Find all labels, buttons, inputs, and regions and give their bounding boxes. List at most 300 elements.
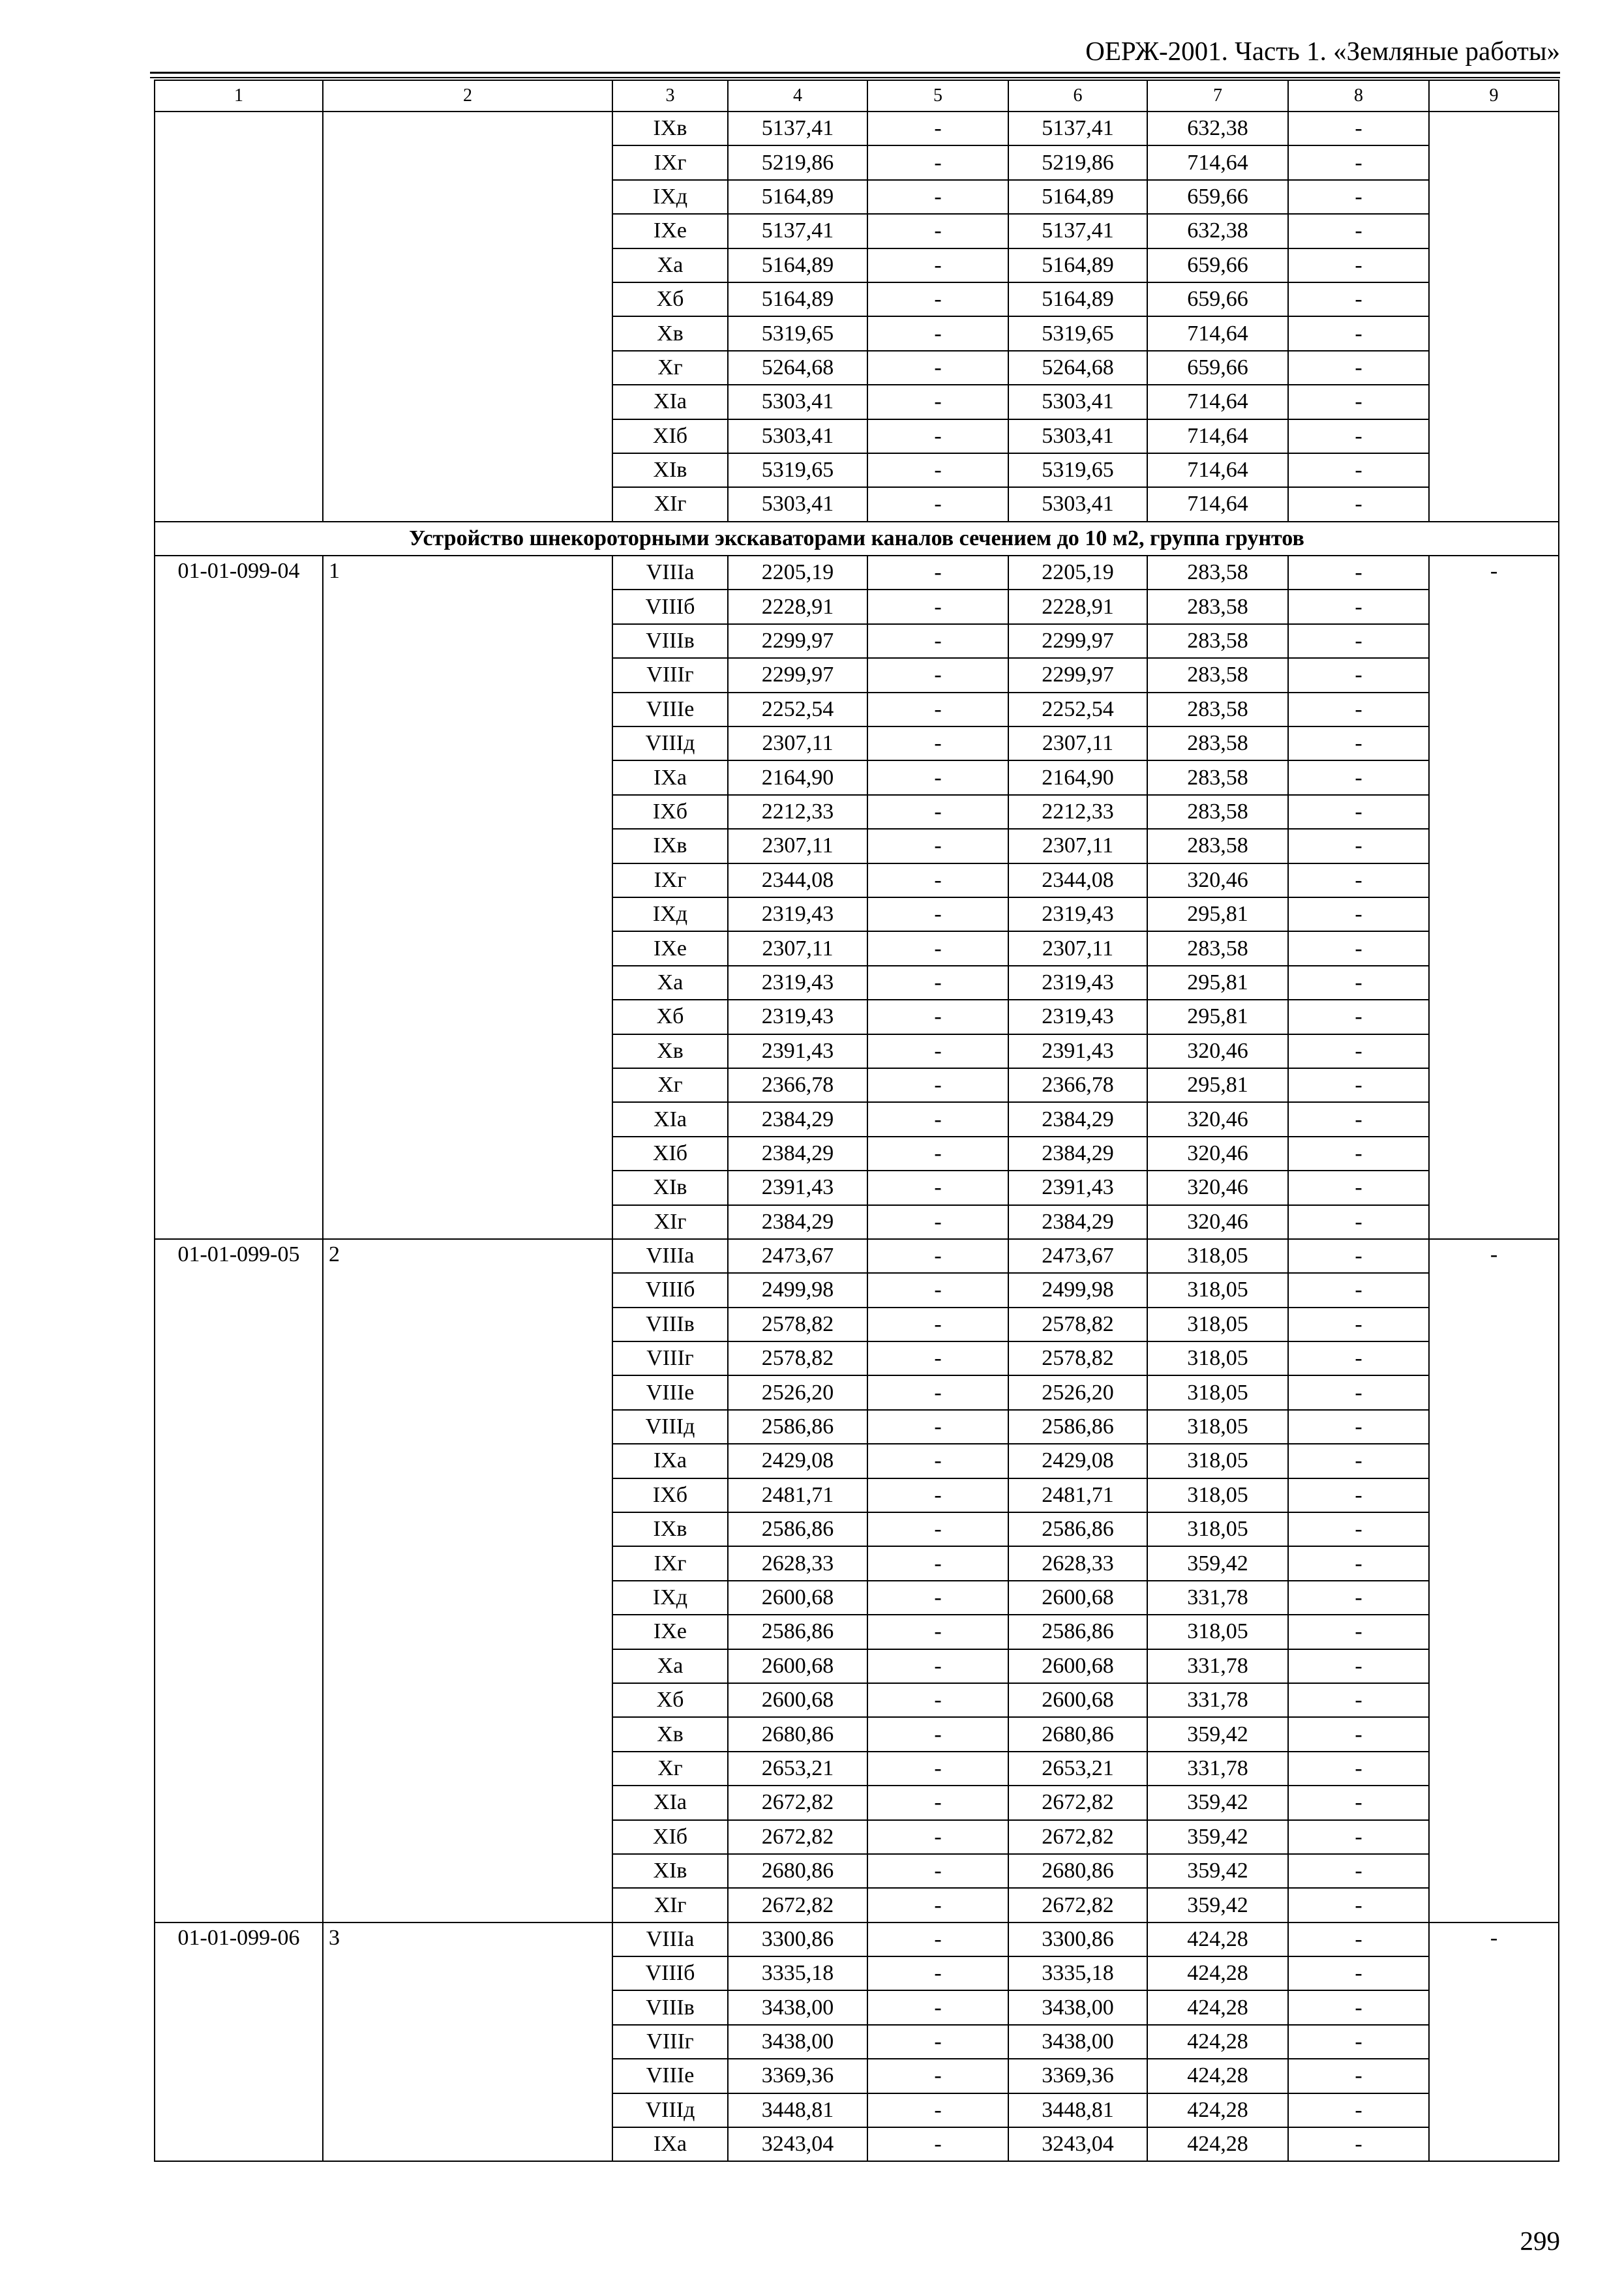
table-cell: 5164,89 — [728, 282, 867, 316]
table-cell: 2481,71 — [728, 1478, 867, 1512]
table-cell: 5303,41 — [728, 487, 867, 521]
table-cell: - — [867, 795, 1008, 829]
soil-group-cell: 3 — [323, 1922, 612, 2162]
table-cell: - — [867, 1308, 1008, 1341]
table-cell: Xа — [612, 966, 728, 1000]
table-cell: - — [867, 863, 1008, 897]
table-cell: - — [867, 316, 1008, 350]
table-cell: 2653,21 — [728, 1752, 867, 1786]
table-cell: - — [867, 1854, 1008, 1888]
table-cell: 2586,86 — [728, 1512, 867, 1546]
table-cell: 3448,81 — [728, 2093, 867, 2127]
table-cell: VIIIа — [612, 556, 728, 590]
table-cell: - — [1288, 419, 1429, 453]
table-cell: 318,05 — [1147, 1239, 1288, 1273]
table-cell: 2653,21 — [1008, 1752, 1147, 1786]
table-cell: 2578,82 — [1008, 1341, 1147, 1375]
column-number: 9 — [1429, 80, 1559, 112]
table-cell: 2473,67 — [728, 1239, 867, 1273]
header-rule-thin — [150, 77, 1560, 78]
table-cell: 359,42 — [1147, 1546, 1288, 1580]
table-cell: VIIIб — [612, 1273, 728, 1307]
table-cell: 5319,65 — [728, 316, 867, 350]
table-cell: 2586,86 — [728, 1615, 867, 1649]
table-cell: - — [1288, 1341, 1429, 1375]
table-cell: 5303,41 — [1008, 385, 1147, 419]
table-cell: 2680,86 — [1008, 1717, 1147, 1751]
table-cell: 359,42 — [1147, 1854, 1288, 1888]
column-number: 1 — [155, 80, 323, 112]
table-cell: - — [867, 1341, 1008, 1375]
table-cell: 5303,41 — [1008, 487, 1147, 521]
table-cell: 2319,43 — [728, 897, 867, 931]
table-cell: 318,05 — [1147, 1444, 1288, 1478]
col9-cell: - — [1429, 556, 1559, 1239]
table-cell: 2212,33 — [728, 795, 867, 829]
price-table — [154, 80, 1559, 2162]
table-cell: - — [1288, 1239, 1429, 1273]
table-cell: 2228,91 — [1008, 590, 1147, 623]
table-cell: Xв — [612, 1034, 728, 1068]
table-cell: - — [1288, 1820, 1429, 1854]
table-cell: VIIIд — [612, 726, 728, 760]
table-cell: 714,64 — [1147, 145, 1288, 179]
table-cell: Xа — [612, 248, 728, 282]
table-cell: - — [1288, 1649, 1429, 1683]
table-cell: - — [1288, 1478, 1429, 1512]
table-cell: - — [1288, 351, 1429, 385]
table-cell: IXв — [612, 829, 728, 863]
table-cell: - — [867, 351, 1008, 385]
table-cell: 2366,78 — [728, 1068, 867, 1102]
table-cell: - — [1288, 1854, 1429, 1888]
table-cell: XIа — [612, 1102, 728, 1136]
table-cell: 2307,11 — [728, 931, 867, 965]
table-cell: - — [867, 897, 1008, 931]
table-cell: - — [867, 282, 1008, 316]
table-cell: 2307,11 — [728, 726, 867, 760]
table-cell: - — [1288, 1034, 1429, 1068]
table-cell: - — [1288, 1308, 1429, 1341]
table-cell: - — [867, 1410, 1008, 1444]
table-cell: 5137,41 — [1008, 112, 1147, 145]
table-cell: IXе — [612, 931, 728, 965]
table-cell: - — [1288, 180, 1429, 214]
column-number: 3 — [612, 80, 728, 112]
table-cell: - — [867, 214, 1008, 248]
table-cell: XIв — [612, 1171, 728, 1204]
table-cell: 2586,86 — [1008, 1512, 1147, 1546]
table-cell: 2299,97 — [728, 658, 867, 692]
table-cell: - — [867, 931, 1008, 965]
table-cell: 5319,65 — [1008, 453, 1147, 487]
table-cell: - — [1288, 1375, 1429, 1409]
table-cell: Xг — [612, 1068, 728, 1102]
table-cell: 424,28 — [1147, 2059, 1288, 2093]
table-cell: - — [867, 658, 1008, 692]
table-cell: 331,78 — [1147, 1649, 1288, 1683]
table-cell: 5264,68 — [728, 351, 867, 385]
table-cell: - — [867, 180, 1008, 214]
table-row — [155, 1239, 1559, 1273]
table-cell: 2299,97 — [1008, 658, 1147, 692]
table-cell: 2384,29 — [1008, 1102, 1147, 1136]
table-cell: 2680,86 — [728, 1854, 867, 1888]
table-cell: - — [867, 1922, 1008, 1956]
table-cell: 2344,08 — [728, 863, 867, 897]
table-cell: - — [867, 1956, 1008, 1990]
table-cell: 2672,82 — [728, 1888, 867, 1922]
table-cell: - — [867, 2127, 1008, 2161]
table-cell: 283,58 — [1147, 829, 1288, 863]
table-cell: - — [867, 1205, 1008, 1239]
table-cell: - — [867, 966, 1008, 1000]
table-cell: 2366,78 — [1008, 1068, 1147, 1102]
table-cell: 3243,04 — [728, 2127, 867, 2161]
table-cell: 2384,29 — [1008, 1205, 1147, 1239]
table-cell: 2586,86 — [728, 1410, 867, 1444]
table-cell: - — [1288, 1888, 1429, 1922]
table-cell: 2391,43 — [728, 1034, 867, 1068]
table-cell: IXв — [612, 1512, 728, 1546]
table-cell: 2319,43 — [1008, 966, 1147, 1000]
table-cell: 3438,00 — [1008, 1990, 1147, 2024]
table-cell: 5264,68 — [1008, 351, 1147, 385]
table-cell: - — [1288, 1581, 1429, 1615]
table-cell: IXв — [612, 112, 728, 145]
section-row — [155, 522, 1559, 556]
table-cell: XIб — [612, 419, 728, 453]
table-cell: Xг — [612, 1752, 728, 1786]
table-cell: 2384,29 — [728, 1102, 867, 1136]
table-cell: 3335,18 — [728, 1956, 867, 1990]
column-number: 4 — [728, 80, 867, 112]
table-cell: IXб — [612, 1478, 728, 1512]
rate-code-cell: 01-01-099-04 — [155, 556, 323, 1239]
table-cell: - — [1288, 556, 1429, 590]
table-cell: - — [867, 726, 1008, 760]
table-cell: XIв — [612, 1854, 728, 1888]
table-cell: 3300,86 — [1008, 1922, 1147, 1956]
table-cell: 295,81 — [1147, 966, 1288, 1000]
table-cell: 318,05 — [1147, 1341, 1288, 1375]
table-cell: - — [867, 145, 1008, 179]
table-cell: 5319,65 — [1008, 316, 1147, 350]
table-cell: - — [1288, 897, 1429, 931]
table-cell: - — [1288, 112, 1429, 145]
table-cell: VIIIд — [612, 2093, 728, 2127]
table-cell: 714,64 — [1147, 419, 1288, 453]
table-cell: - — [1288, 1137, 1429, 1171]
table-cell: VIIIа — [612, 1239, 728, 1273]
table-cell: - — [867, 624, 1008, 658]
table-cell: IXг — [612, 1546, 728, 1580]
table-cell: 320,46 — [1147, 1102, 1288, 1136]
table-cell: - — [1288, 282, 1429, 316]
table-cell: - — [867, 1171, 1008, 1204]
soil-group-cell: 2 — [323, 1239, 612, 1922]
table-cell: 318,05 — [1147, 1375, 1288, 1409]
table-cell: - — [867, 1717, 1008, 1751]
table-row — [155, 112, 1559, 145]
table-cell: - — [867, 385, 1008, 419]
table-cell: 2391,43 — [728, 1171, 867, 1204]
table-cell: 3369,36 — [728, 2059, 867, 2093]
table-cell: 2384,29 — [728, 1137, 867, 1171]
header-rule — [150, 72, 1560, 74]
table-cell: 2252,54 — [1008, 693, 1147, 726]
table-cell: 2628,33 — [1008, 1546, 1147, 1580]
table-cell: Xа — [612, 1649, 728, 1683]
table-cell: VIIIб — [612, 590, 728, 623]
table-cell: IXд — [612, 1581, 728, 1615]
table-cell: - — [1288, 1615, 1429, 1649]
table-cell: 2164,90 — [728, 760, 867, 794]
table-cell: - — [867, 1683, 1008, 1717]
table-cell: 2252,54 — [728, 693, 867, 726]
table-cell: - — [1288, 248, 1429, 282]
table-cell: 2672,82 — [1008, 1820, 1147, 1854]
table-cell: Xб — [612, 1683, 728, 1717]
table-cell: 2600,68 — [728, 1581, 867, 1615]
table-cell: 331,78 — [1147, 1752, 1288, 1786]
table-cell: 2628,33 — [728, 1546, 867, 1580]
table-cell: 318,05 — [1147, 1478, 1288, 1512]
table-cell: VIIIг — [612, 658, 728, 692]
table-cell: 2307,11 — [728, 829, 867, 863]
table-cell: 320,46 — [1147, 1034, 1288, 1068]
table-cell: 5137,41 — [1008, 214, 1147, 248]
table-cell: 318,05 — [1147, 1512, 1288, 1546]
table-cell: 424,28 — [1147, 2093, 1288, 2127]
table-cell: - — [867, 1375, 1008, 1409]
table-cell: 359,42 — [1147, 1888, 1288, 1922]
table-cell: XIб — [612, 1137, 728, 1171]
table-cell: 714,64 — [1147, 385, 1288, 419]
table-cell: 714,64 — [1147, 487, 1288, 521]
soil-group-cell: 1 — [323, 556, 612, 1239]
table-cell: 2307,11 — [1008, 829, 1147, 863]
table-cell: 659,66 — [1147, 248, 1288, 282]
table-cell: 714,64 — [1147, 453, 1288, 487]
col9-cell: - — [1429, 1922, 1559, 2162]
table-cell: IXе — [612, 214, 728, 248]
table-cell: 2307,11 — [1008, 931, 1147, 965]
table-cell: 5303,41 — [728, 419, 867, 453]
table-cell: 295,81 — [1147, 1068, 1288, 1102]
table-cell: 2600,68 — [1008, 1581, 1147, 1615]
table-cell: Xв — [612, 1717, 728, 1751]
table-cell: 318,05 — [1147, 1615, 1288, 1649]
table-cell: - — [1288, 385, 1429, 419]
table-cell: - — [1288, 2093, 1429, 2127]
table-cell: 2429,08 — [1008, 1444, 1147, 1478]
table-cell: 659,66 — [1147, 351, 1288, 385]
table-cell: 5319,65 — [728, 453, 867, 487]
table-cell: 5303,41 — [728, 385, 867, 419]
table-cell: 2672,82 — [1008, 1888, 1147, 1922]
table-cell: 2299,97 — [728, 624, 867, 658]
table-cell: XIа — [612, 385, 728, 419]
table-cell: 2391,43 — [1008, 1034, 1147, 1068]
table-cell: - — [867, 1444, 1008, 1478]
table-cell: 320,46 — [1147, 1137, 1288, 1171]
table-cell: XIг — [612, 1205, 728, 1239]
table-cell: - — [867, 487, 1008, 521]
table-cell: IXа — [612, 2127, 728, 2161]
table-cell: XIг — [612, 1888, 728, 1922]
table-cell: 283,58 — [1147, 658, 1288, 692]
table-cell: 331,78 — [1147, 1581, 1288, 1615]
table-cell: - — [867, 1990, 1008, 2024]
table-cell: - — [1288, 1273, 1429, 1307]
table-cell: - — [1288, 1068, 1429, 1102]
table-cell: - — [1288, 829, 1429, 863]
table-cell: 2680,86 — [728, 1717, 867, 1751]
table-cell: - — [867, 590, 1008, 623]
table-cell: 2319,43 — [728, 1000, 867, 1034]
column-number: 5 — [867, 80, 1008, 112]
rate-code-cell — [155, 112, 323, 522]
table-cell: 5219,86 — [1008, 145, 1147, 179]
table-cell: - — [1288, 1786, 1429, 1819]
table-cell: VIIIв — [612, 1990, 728, 2024]
table-cell: - — [1288, 2025, 1429, 2059]
table-cell: 320,46 — [1147, 1171, 1288, 1204]
table-cell: - — [867, 1752, 1008, 1786]
table-cell: - — [1288, 1444, 1429, 1478]
table-cell: 2600,68 — [728, 1683, 867, 1717]
table-cell: - — [1288, 863, 1429, 897]
table-cell: - — [1288, 1683, 1429, 1717]
table-cell: 2228,91 — [728, 590, 867, 623]
table-cell: 2319,43 — [1008, 1000, 1147, 1034]
table-cell: - — [867, 1102, 1008, 1136]
col9-cell — [1429, 112, 1559, 522]
table-cell: 2578,82 — [728, 1308, 867, 1341]
table-cell: - — [867, 419, 1008, 453]
col9-cell: - — [1429, 1239, 1559, 1922]
table-cell: 3438,00 — [728, 2025, 867, 2059]
table-cell: IXд — [612, 180, 728, 214]
table-cell: - — [1288, 316, 1429, 350]
table-cell: 295,81 — [1147, 1000, 1288, 1034]
table-cell: - — [1288, 624, 1429, 658]
table-cell: - — [1288, 2059, 1429, 2093]
table-cell: - — [1288, 1000, 1429, 1034]
table-cell: - — [1288, 1102, 1429, 1136]
table-cell: - — [1288, 1171, 1429, 1204]
table-cell: - — [867, 1820, 1008, 1854]
table-cell: 283,58 — [1147, 556, 1288, 590]
table-cell: 2672,82 — [728, 1786, 867, 1819]
table-cell: 3438,00 — [1008, 2025, 1147, 2059]
table-cell: Xв — [612, 316, 728, 350]
table-cell: 283,58 — [1147, 590, 1288, 623]
table-cell: - — [867, 112, 1008, 145]
table-cell: IXа — [612, 760, 728, 794]
table-cell: VIIIг — [612, 2025, 728, 2059]
table-cell: - — [867, 1888, 1008, 1922]
table-cell: VIIIг — [612, 1341, 728, 1375]
table-cell: 2164,90 — [1008, 760, 1147, 794]
table-cell: 331,78 — [1147, 1683, 1288, 1717]
table-cell: 659,66 — [1147, 180, 1288, 214]
table-cell: - — [1288, 1717, 1429, 1751]
soil-group-cell — [323, 112, 612, 522]
table-cell: - — [867, 693, 1008, 726]
table-cell: 283,58 — [1147, 795, 1288, 829]
table-cell: 3243,04 — [1008, 2127, 1147, 2161]
table-cell: VIIIе — [612, 1375, 728, 1409]
table-cell: 714,64 — [1147, 316, 1288, 350]
table-cell: - — [1288, 1990, 1429, 2024]
table-cell: 320,46 — [1147, 1205, 1288, 1239]
table-cell: - — [1288, 1956, 1429, 1990]
table-cell: IXд — [612, 897, 728, 931]
table-cell: XIв — [612, 453, 728, 487]
table-cell: 2578,82 — [1008, 1308, 1147, 1341]
table-cell: - — [867, 1000, 1008, 1034]
table-cell: 5164,89 — [1008, 248, 1147, 282]
table-cell: 2578,82 — [728, 1341, 867, 1375]
table-cell: 5164,89 — [1008, 282, 1147, 316]
table-cell: 359,42 — [1147, 1786, 1288, 1819]
table-cell: IXг — [612, 863, 728, 897]
table-cell: 2526,20 — [1008, 1375, 1147, 1409]
table-cell: - — [867, 1137, 1008, 1171]
table-cell: 5164,89 — [1008, 180, 1147, 214]
table-cell: 5219,86 — [728, 145, 867, 179]
table-cell: - — [867, 1786, 1008, 1819]
table-cell: 3438,00 — [728, 1990, 867, 2024]
table-cell: 424,28 — [1147, 1922, 1288, 1956]
table-cell: 2299,97 — [1008, 624, 1147, 658]
table-cell: 283,58 — [1147, 726, 1288, 760]
table-cell: 5137,41 — [728, 214, 867, 248]
table-cell: VIIIе — [612, 2059, 728, 2093]
table-cell: - — [1288, 1410, 1429, 1444]
table-cell: - — [1288, 760, 1429, 794]
table-cell: Xб — [612, 1000, 728, 1034]
page-number: 299 — [1520, 2226, 1560, 2256]
table-cell: 424,28 — [1147, 2127, 1288, 2161]
table-cell: - — [1288, 795, 1429, 829]
table-cell: 424,28 — [1147, 1956, 1288, 1990]
table-cell: - — [867, 248, 1008, 282]
table-cell: XIа — [612, 1786, 728, 1819]
table-cell: 424,28 — [1147, 2025, 1288, 2059]
table-cell: 2499,98 — [1008, 1273, 1147, 1307]
table-cell: 283,58 — [1147, 693, 1288, 726]
table-cell: 5137,41 — [728, 112, 867, 145]
table-cell: - — [867, 1034, 1008, 1068]
table-cell: - — [1288, 590, 1429, 623]
table-cell: XIг — [612, 487, 728, 521]
table-cell: 632,38 — [1147, 214, 1288, 248]
table-cell: - — [1288, 1752, 1429, 1786]
table-cell: - — [1288, 214, 1429, 248]
table-cell: - — [1288, 487, 1429, 521]
table-cell: IXб — [612, 795, 728, 829]
table-cell: 2429,08 — [728, 1444, 867, 1478]
table-cell: - — [867, 1068, 1008, 1102]
table-cell: 359,42 — [1147, 1820, 1288, 1854]
table-cell: - — [1288, 453, 1429, 487]
table-cell: - — [867, 1273, 1008, 1307]
table-cell: - — [867, 760, 1008, 794]
table-cell: 424,28 — [1147, 1990, 1288, 2024]
